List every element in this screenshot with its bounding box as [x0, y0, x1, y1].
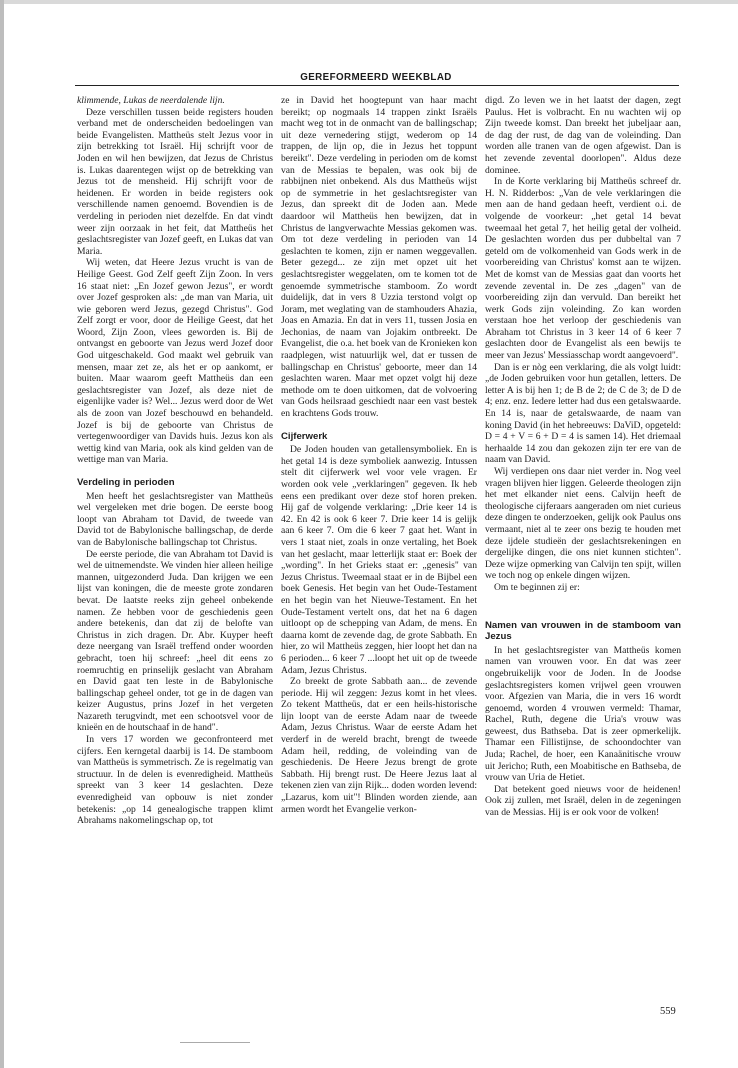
paragraph: In het geslachtsregister van Mattheüs komen namen van vrouwen voor. En dat was zeer ongebruikelijk voor de Joden. In de Joodse geslachtsregisters komen vrijwel geen vrouwen voor. Afgezien van Maria, die in vers 16 wordt genoemd, worden 4 vrouwen vermeld: Thamar, Rachel, Ruth, degene die Uria's vrouw was geweest, dus Bathseba. Dat is zeer opmerkelijk. Thamar een Fillistijnse, de schoondochter van Juda; Rachel, de hoer, een Kanaänitische vrouw uit Jericho; Ruth, een Moabitische en Bathseba, de vrouw van Uria de Hetiet. [485, 644, 681, 784]
paragraph: Om te beginnen zij er: [494, 581, 580, 593]
page-number: 559 [660, 1006, 676, 1017]
scan-binding-edge [0, 0, 4, 1068]
paragraph: Dan is er nòg een verklaring, die als volgt luidt: „de Joden gebruiken voor hun getallen, letters. De letter A is bij hen 1; de B de 2; de C de 3; de D de 4; enz. enz. Iedere letter had dus een getalswaarde. En 14 is, naar de getalswaarde, de naam van koning David (in het hebreeuws: DaViD, opgeteld: D = 4 + V = 6 + D = 4 is samen 14). Het driemaal herhaalde 14 zou dan gekozen zijn ter ere van de naam van David. [485, 361, 681, 466]
section-heading: Verdeling in perioden [77, 477, 175, 488]
paragraph: De Joden houden van getallensymboliek. En is het getal 14 is deze symboliek aanwezig. Intussen stelt dit cijferwerk wel voor vele vragen. Er worden ook vele „verklaringen" gegeven. Ik heb eens een predikant over deze stof horen preken. Hij gaf de volgende verklaring: „Drie keer 14 is 42. En 42 is ook 6 keer 7. Drie keer 14 is gelijk aan 6 keer 7. Om die 6 keer 7 gaat het. Want in vers 1 staat niet, zoals in onze vertaling, het Boek van het geslacht, maar letterlijk staat er: Boek der „wording". In het Grieks staat er: „genesis" van Jezus Christus. Tweemaal staat er in de Bijbel een boek Genesis. Het begin van het Oude-Testament en het begin van het Nieuwe-Testament. En het Oude-Testament vertelt ons, dat het na 6 dagen uitloopt op de schepping van Adam, de mens. En daarna komt de zevende dag, de grote Sabbath. En hier, zo wil Mattheüs zeggen, hier loopt het dan na 6 perioden... 6 keer 7 ...loopt het uit op de tweede Adam, Jezus Christus. [281, 444, 477, 676]
running-header: GEREFORMEERD WEEKBLAD [300, 72, 452, 83]
paragraph: klimmende, Lukas de neerdalende lijn. [77, 95, 225, 106]
paragraph: digd. Zo leven we in het laatst der dagen, zegt Paulus. Het is volbracht. En nu wachten wij op Zijn tweede komst. Dan breekt het jubeljaar aan, de dag der rust, de dag van de voleinding. Dan worden alle tranen van de ogen afgewist. Dan is het zevende zevental doorlopen". Aldus deze dominee. [485, 95, 681, 176]
footer-mark [180, 1042, 250, 1043]
text-column-2 [281, 95, 477, 815]
paragraph: Wij verdiepen ons daar niet verder in. Nog veel vragen blijven hier liggen. Geleerde theologen zijn het met elkander niet eens. Calvijn heeft de theologische cijferaars aangeraden om niet curieus deze dingen te onderzoeken, gelijk ook Paulus ons vermaant, niet al te zeer ons bezig te houden met deze ijdele studieën der geslachtsrekeningen en dergelijke dingen, die ons niet kunnen stichten". Deze wijze opmerking van Calvijn ten spijt, willen we toch nog op enkele dingen wijzen. [485, 466, 681, 582]
paragraph: Zo breekt de grote Sabbath aan... de zevende periode. Hij wil zeggen: Jezus komt in het vlees. Zo tekent Mattheüs, dat er een heils-historische lijn loopt van de eerste Adam naar de tweede Adam, Jezus Christus. Waar de eerste Adam het verderf in de wereld bracht, brengt de tweede Adam heil, redding, de voleinding van de geschiedenis. De Heere Jezus brengt de grote Sabbath. Hij brengt rust. De Heere Jezus laat al tekenen zien van zijn Rijk... doden worden levend: „Lazarus, kom uit"! Blinden worden ziende, aan armen wordt het Evangelie verkon- [281, 676, 477, 815]
paragraph: In de Korte verklaring bij Mattheüs schreef dr. H. N. Ridderbos: „Van de vele verklaringen die men aan de hand gedaan heeft, verdient o.i. de volgende de voorkeur: „het getal 14 bevat tweemaal het getal 7, het heilig getal der volheid. De geslachten worden dus per dubbeltal van 7 geteld om de volkomenheid van Gods werk in de voorbereiding van Christus' komst aan te wijzen. Met de komst van de Messias gaat dan voorts het zevende zevental in. De zes „dagen" van de voorbereiding zijn dan vervuld. Dan bereikt het werk Gods zijn voleinding. Zo kan worden verstaan hoe het verloop der geschiedenis van Abraham tot Christus in 3 keer 14 of 6 keer 7 geslachten door de Evangelist als een bewijs te meer van Jezus' Messiasschap wordt aangevoerd". [485, 176, 681, 362]
paragraph: ze in David het hoogtepunt van haar macht bereikt; op nogmaals 14 trappen zinkt Israëls macht weg tot in de onmacht van de ballingschap; uit deze vernedering stijgt, wederom op 14 trappen, de lijn op, die in Jezus het toppunt bereikt". Deze verdeling in perioden om de komst van de Messias te bepalen, was ook bij de rabbijnen niet onbekend. Als dus Mattheüs wijst op de symmetrie in het geslachtsregister van Jezus, dan spreekt dit de Joden aan. Mede daardoor wil Mattheüs hen bewijzen, dat in Christus de langverwachte Messias gekomen was. Om tot deze verdeling in perioden van 14 geslachten te komen, zijn er namen weggevallen. Beter gezegd... ze zijn met opzet uit het geslachtsregister weggelaten, om te komen tot de genoemde symmetrische stamboom. Zo wordt duidelijk, dat in vers 8 Uzzia terstond volgt op Joram, met weglating van de stamhouders Ahazia, Joas en Amazia. En dat in vers 11, tussen Josia en Jechonias, de naam van Jojakim ontbreekt. De Evangelist, die o.a. het boek van de Kronieken kon raadplegen, wist natuurlijk wel, dat er tussen de ballingschap en Christus' geboorte, meer dan 14 geslachten waren. Maar met opzet volgt hij deze methode om te doen uitkomen, dat de volvoering van Gods heilsraad geschiedt naar een vast bestek en krachtens Gods trouw. [281, 95, 477, 420]
paragraph: In vers 17 worden we geconfronteerd met cijfers. Een kerngetal daarbij is 14. De stamboom van Mattheüs is symmetrisch. Ze is regelmatig van structuur. In de delen is evenredigheid. Mattheüs spreekt van 3 keer 14 geslachten. Deze evenredigheid van opbouw is niet zonder betekenis: „op 14 genealogische trappen klimt Abrahams nakomelingschap op, tot [77, 734, 273, 827]
text-column-1 [77, 95, 273, 827]
section-heading: Cijferwerk [281, 430, 328, 442]
paragraph: Men heeft het geslachtsregister van Mattheüs wel vergeleken met drie bogen. De eerste boog loopt van Abraham tot David, de tweede van David tot de Babylonische ballingschap, de derde van de Babylonische ballingschap tot Christus. [77, 490, 273, 548]
paragraph: Deze verschillen tussen beide registers houden verband met de onderscheiden bedoelingen van beide Evangelisten. Mattheüs stelt Jezus voor in zijn betrekking tot Israël. Hij schrijft voor de Joden en wil hen bewijzen, dat Jezus de Christus is. Lukas daarentegen wijst op de betrekking van Jezus tot de mensheid. Hij schrijft voor de heidenen. Er worden in beide registers ook verschillende namen genoemd. Bovendien is de verdeling in perioden niet dezelfde. En dat vindt weer zijn oorzaak in het feit, dat Mattheüs het geslachtsregister van Jozef geeft, en Lukas dat van Maria. [77, 106, 273, 257]
header-rule [75, 85, 679, 86]
paragraph: Dat betekent goed nieuws voor de heidenen! Ook zij zullen, met Israël, delen in de zegeningen van de Messias. Hij is er ook voor de volken! [485, 783, 681, 819]
section-heading: Namen van vrouwen in de stamboom van Jezus [485, 619, 681, 643]
paragraph: De eerste periode, die van Abraham tot David is wel de uitnemendste. We vinden hier alleen heilige mannen, uitgezonderd Juda. Dan krijgen we een lijst van koningen, die de meeste grote zondaren bevat. De laatste reeks zijn geheel onbekende namen. Ze hebben voor de geschiedenis geen andere betekenis, dan dat zij de belofte van Christus in zich dragen. Dr. Abr. Kuyper heeft deze neergang van Israël treffend onder woorden gebracht, toen hij schreef: „heel dit eens zo roemruchtig en prinselijk geslacht van Abraham en David gaat ten leste in de Babylonische ballingschap geheel onder, tot ge in de dagen van keizer Augustus, prins Jozef in het vergeten Nazareth terugvindt, met een schootsvel voor de knieën en de houtschaaf in de hand". [77, 548, 273, 734]
scan-top-edge [0, 0, 738, 4]
paragraph: Wij weten, dat Heere Jezus vrucht is van de Heilige Geest. God Zelf geeft Zijn Zoon. In vers 16 staat niet: „En Jozef gewon Jezus", er wordt over Jozef gesproken als: „de man van Maria, uit wie geboren werd Jezus, gezegd Christus". God Zelf zorgt er voor, door de Heilige Geest, dat het Woord, Zijn Zoon, vlees geworden is. Bij de ontvangst en geboorte van Jezus werd Jozef door God uitgeschakeld. God maakt wel gebruik van mensen, maar zet ze, als het er op aankomt, er buiten. Maar waarom geeft Mattheüs dan een geslachtsregister van Jozef, als deze niet de eigenlijke vader is? Wel... Jezus werd door de Wet als de zoon van Jozef beschouwd en behandeld. Jozef is bij de geboorte van Christus de vertegenwoordiger van Davids huis. Jezus kon als wettig kind van Maria, ook als kind gelden van de wettige man van Maria. [77, 257, 273, 466]
text-column-3 [485, 95, 681, 819]
